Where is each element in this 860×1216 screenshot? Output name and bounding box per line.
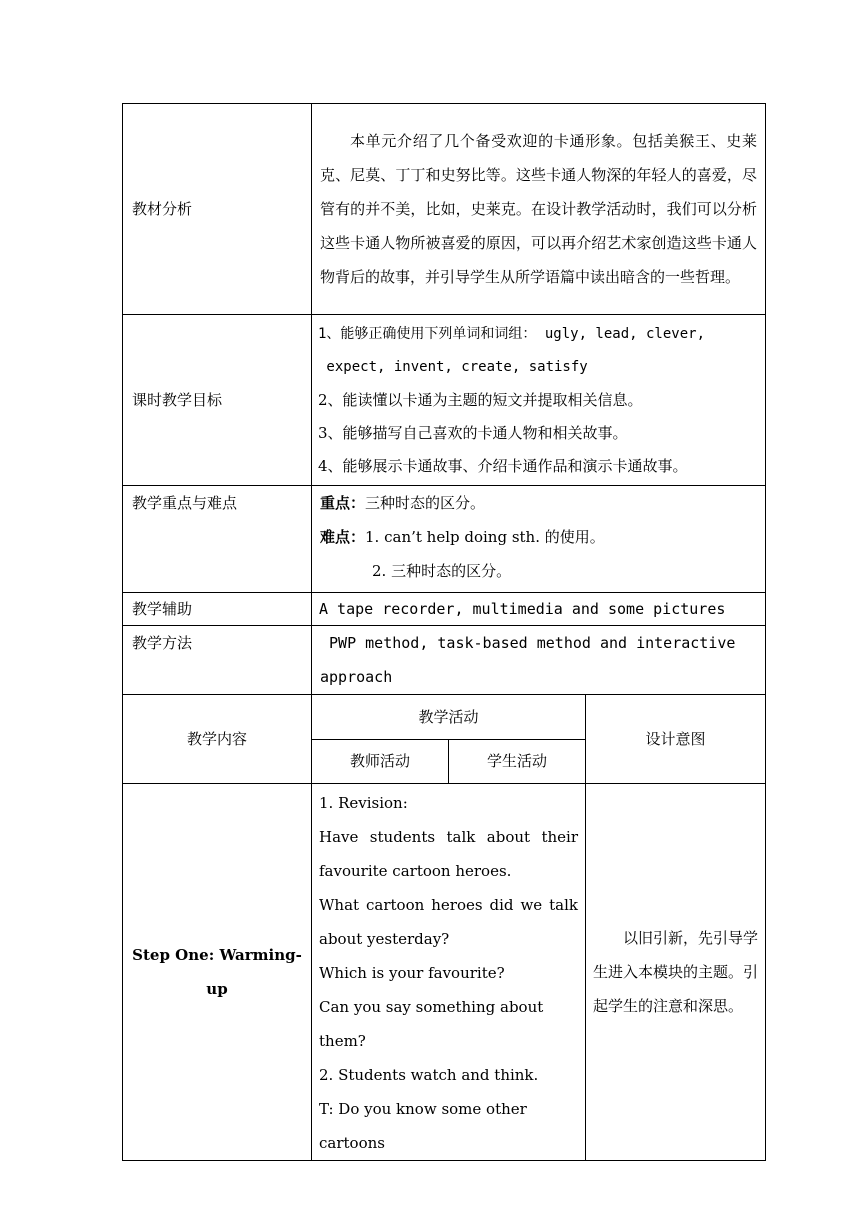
activity-line: What cartoon heroes did we talk about yesterday? [319,896,578,948]
header-content: 教学内容 [123,695,312,784]
objective-item: 3、能够描写自己喜欢的卡通人物和相关故事。 [318,423,628,442]
activity-line: Have students talk about their favourite cartoon heroes. [319,828,578,880]
objective-item: 1、能够正确使用下列单词和词组： ugly, lead, clever, [318,325,706,342]
header-activities: 教学活动 [312,695,586,740]
objective-item: 2、能读懂以卡通为主题的短文并提取相关信息。 [318,390,643,409]
activity-line: T: Do you know some other cartoons [319,1100,527,1152]
objective-item: 4、能够展示卡通故事、介绍卡通作品和演示卡通故事。 [318,456,688,475]
step-one-activities [312,784,586,1161]
key-point-text: 三种时态的区分。 [365,494,486,512]
methods-label: 教学方法 [123,626,312,695]
lesson-plan-table [122,103,766,1161]
header-student: 学生活动 [449,739,586,784]
header-row-1 [123,695,766,740]
row-focus [123,486,766,593]
objectives-label: 课时教学目标 [123,315,312,486]
analysis-label: 教材分析 [123,104,312,315]
activity-line: 1. Revision: [319,794,408,812]
methods-line-1: PWP method, task-based method and interactive [320,634,736,652]
row-aids [123,593,766,626]
row-methods [123,626,766,695]
activity-line: Which is your favourite? [319,964,505,982]
difficulty-label: 难点： [320,528,366,546]
row-analysis [123,104,766,315]
step-one-title: Step One: Warming-up [123,784,312,1161]
header-teacher: 教师活动 [312,739,449,784]
aids-label: 教学辅助 [123,593,312,626]
row-objectives [123,315,766,486]
methods-line-2: approach [320,668,393,686]
analysis-text: 本单元介绍了几个备受欢迎的卡通形象。包括美猴王、史莱克、尼莫、丁丁和史努比等。这些卡通人物深的年轻人的喜爱，尽管有的并不美，比如，史莱克。在设计教学活动时，我们可以分析这些卡通人物所被喜爱的原因，可以再介绍艺术家创造这些卡通人物背后的故事，并引导学生从所学语篇中读出暗含的一些哲理。 [320,132,757,286]
difficulty-text-2: 2. 三种时态的区分。 [372,562,512,580]
aids-text: A tape recorder, multimedia and some pictures [312,593,766,626]
key-point-label: 重点： [320,494,366,512]
activity-line: 2. Students watch and think. [319,1066,539,1084]
objective-item: expect, invent, create, satisfy [318,358,588,375]
objectives-list [312,315,766,486]
focus-label: 教学重点与难点 [123,486,312,593]
activity-line: Can you say something about them? [319,998,544,1050]
header-intent: 设计意图 [586,695,766,784]
step-one-intent: 以旧引新，先引导学生进入本模块的主题。引起学生的注意和深思。 [593,929,759,1015]
difficulty-text-1: 1. can’t help doing sth. 的使用。 [365,528,605,546]
row-step-one [123,784,766,1161]
